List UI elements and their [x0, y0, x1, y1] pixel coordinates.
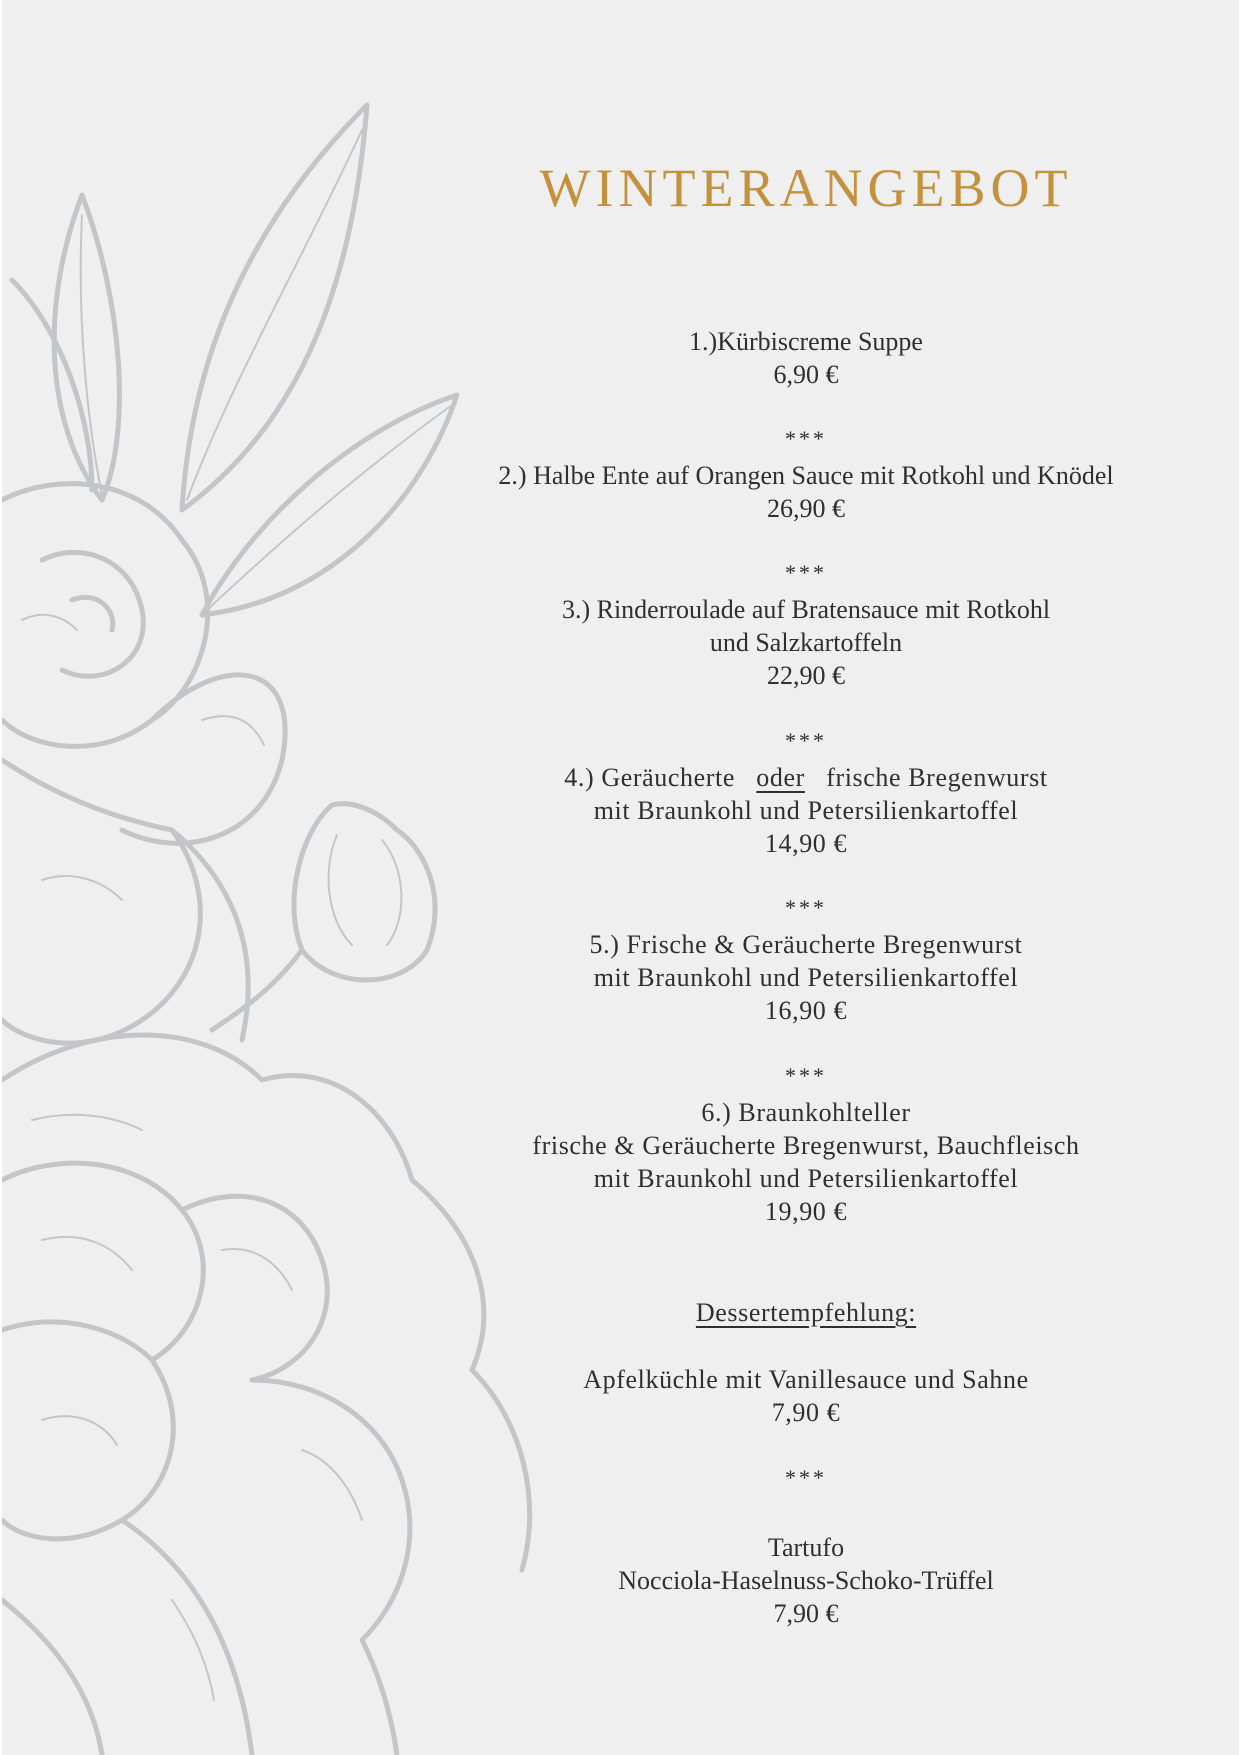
menu-item-3-price: 22,90 € — [767, 661, 845, 690]
menu-item-2-price: 26,90 € — [767, 494, 845, 523]
menu-item-3-name-line1: 3.) Rinderroulade auf Bratensauce mit Rotkohl — [561, 595, 1051, 624]
menu-item-4-name-prefix: 4.) Geräucherte — [564, 763, 735, 792]
menu-item-2-name: 2.) Halbe Ente auf Orangen Sauce mit Rotkohl und Knödel — [498, 461, 1114, 490]
dessert-2-name-line2: Nocciola-Haselnuss-Schoko-Trüffel — [618, 1566, 994, 1595]
separator: *** — [785, 560, 827, 585]
dessert-1-name: Apfelküchle mit Vanillesauce und Sahne — [583, 1365, 1029, 1394]
separator: *** — [785, 728, 827, 753]
menu-item-6-name-line1: 6.) Braunkohlteller — [701, 1098, 911, 1127]
menu-title: WINTERANGEBOT — [539, 158, 1073, 218]
menu-page — [2, 0, 1239, 1755]
menu-item-4-name-suffix: frische Bregenwurst — [826, 763, 1048, 792]
menu-item-4-name-line1 — [442, 761, 1170, 794]
menu-item-4-price: 14,90 € — [764, 829, 848, 858]
dessert-2-name-line1: Tartufo — [767, 1533, 845, 1562]
menu-item-5-name-line2: mit Braunkohl und Petersilienkartoffel — [593, 963, 1019, 992]
dessert-heading: Dessertempfehlung: — [695, 1298, 917, 1327]
dessert-1-price: 7,90 € — [771, 1398, 841, 1427]
menu-item-5-price: 16,90 € — [764, 996, 848, 1025]
menu-item-1-name: 1.)Kürbiscreme Suppe — [689, 327, 923, 356]
menu-item-5-name-line1: 5.) Frische & Geräucherte Bregenwurst — [589, 930, 1023, 959]
separator: *** — [785, 895, 827, 920]
dessert-2-price: 7,90 € — [773, 1599, 839, 1628]
menu-item-4-name-line2: mit Braunkohl und Petersilienkartoffel — [593, 796, 1019, 825]
menu-item-6-name-line3: mit Braunkohl und Petersilienkartoffel — [593, 1164, 1019, 1193]
menu-item-6-name-line2: frische & Geräucherte Bregenwurst, Bauchfleisch — [532, 1131, 1080, 1160]
menu-item-1-price: 6,90 € — [773, 360, 839, 389]
menu-item-3-name-line2: und Salzkartoffeln — [709, 628, 903, 657]
separator: *** — [785, 426, 827, 451]
menu-item-6-price: 19,90 € — [764, 1197, 848, 1226]
separator: *** — [785, 1063, 827, 1088]
menu-item-4-or: oder — [756, 763, 805, 792]
dessert-heading-row — [442, 1296, 1170, 1329]
separator: *** — [785, 1465, 827, 1490]
